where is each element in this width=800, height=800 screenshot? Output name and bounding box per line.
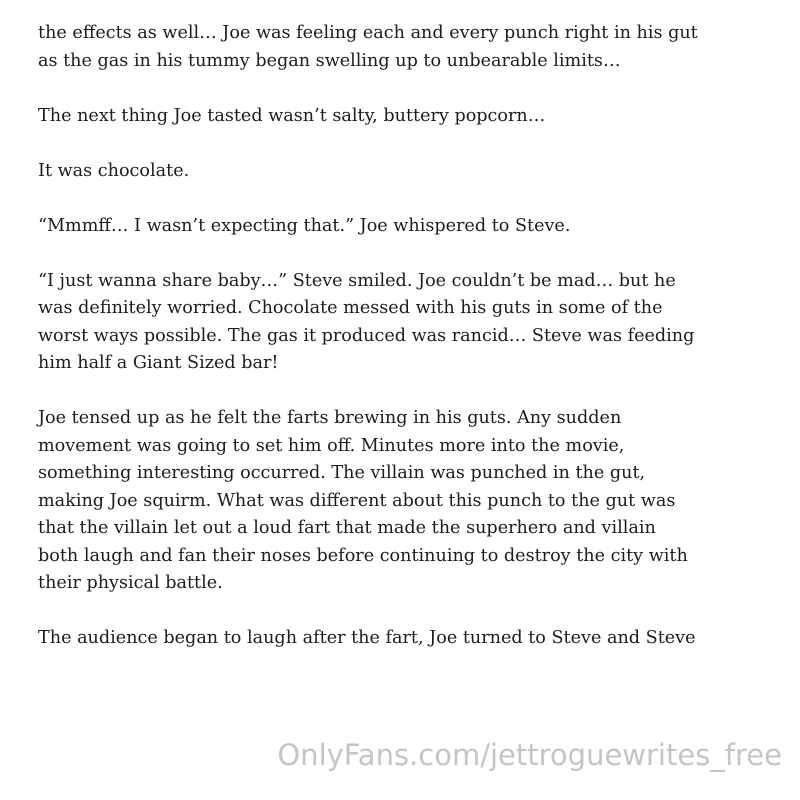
paragraph-6: Joe tensed up as he felt the farts brewing in his guts. Any sudden movement was going to set him off. Minutes more into the movie, something interesting occurred. The villain was punched in the gut, making Joe squirm. What was different about this punch to the gut was that the villain let out a loud fart that made the superhero and villain both laugh and fan their noses before continuing to destroy the city with their physical battle. [38,408,688,593]
watermark: OnlyFans.com/jettroguewrites_free [277,738,782,772]
paragraph-2: The next thing Joe tasted wasn’t salty, buttery popcorn… [38,105,546,126]
paragraph-7: The audience began to laugh after the fart, Joe turned to Steve and Steve [38,628,696,648]
paragraph-3: It was chocolate. [38,160,190,181]
paragraph-5: “I just wanna share baby…” Steve smiled. Joe couldn’t be mad… but he was definitely worried. Chocolate messed with his guts in some of the worst ways possible. The gas it produced was rancid… Steve was feeding him half a Giant Sized bar! [38,270,695,373]
paragraph-4: “Mmmff… I wasn’t expecting that.” Joe whispered to Steve. [38,215,571,236]
story-text [38,20,768,680]
paragraph-1: the effects as well… Joe was feeling each and every punch right in his gut as the gas in his tummy began swelling up to unbearable limits… [38,23,698,71]
